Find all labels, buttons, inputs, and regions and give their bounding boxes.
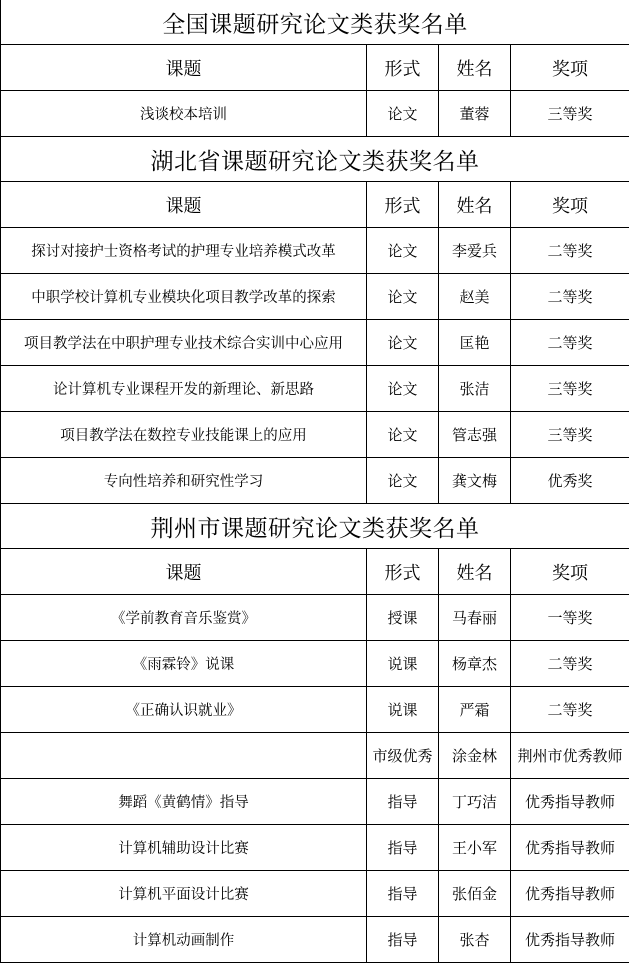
header-topic: 课题 (1, 45, 367, 91)
table-row (1, 412, 629, 458)
cell-award: 荆州市优秀教师 (511, 733, 629, 779)
cell-name: 匡艳 (439, 320, 511, 366)
cell-form: 指导 (367, 917, 439, 963)
cell-topic: 项目教学法在数控专业技能课上的应用 (1, 412, 367, 458)
table-row (1, 91, 629, 137)
cell-form: 说课 (367, 687, 439, 733)
header-name: 姓名 (439, 182, 511, 228)
table-row (1, 366, 629, 412)
cell-form: 论文 (367, 320, 439, 366)
cell-form: 论文 (367, 228, 439, 274)
cell-topic (1, 733, 367, 779)
cell-name: 李爱兵 (439, 228, 511, 274)
table-row (1, 320, 629, 366)
cell-topic: 探讨对接护士资格考试的护理专业培养模式改革 (1, 228, 367, 274)
table-row (1, 779, 629, 825)
header-award: 奖项 (511, 45, 629, 91)
cell-topic: 《学前教育音乐鉴赏》 (1, 595, 367, 641)
cell-award: 优秀指导教师 (511, 871, 629, 917)
cell-form: 说课 (367, 641, 439, 687)
table-row (1, 641, 629, 687)
cell-form: 授课 (367, 595, 439, 641)
table-row (1, 917, 629, 963)
cell-topic: 专向性培养和研究性学习 (1, 458, 367, 504)
section-title: 全国课题研究论文类获奖名单 (1, 0, 629, 45)
cell-topic: 计算机平面设计比赛 (1, 871, 367, 917)
cell-name: 严霜 (439, 687, 511, 733)
cell-award: 一等奖 (511, 595, 629, 641)
cell-name: 管志强 (439, 412, 511, 458)
cell-award: 三等奖 (511, 366, 629, 412)
cell-award: 二等奖 (511, 641, 629, 687)
table-header-row (1, 549, 629, 595)
table-row (1, 595, 629, 641)
cell-name: 丁巧洁 (439, 779, 511, 825)
section-title-row (1, 0, 629, 45)
cell-award: 二等奖 (511, 320, 629, 366)
table-header-row (1, 182, 629, 228)
cell-award: 优秀指导教师 (511, 779, 629, 825)
cell-name: 马春丽 (439, 595, 511, 641)
table-row (1, 733, 629, 779)
header-award: 奖项 (511, 549, 629, 595)
cell-name: 赵美 (439, 274, 511, 320)
cell-form: 论文 (367, 458, 439, 504)
cell-form: 论文 (367, 91, 439, 137)
table-row (1, 274, 629, 320)
cell-form: 指导 (367, 779, 439, 825)
cell-name: 董蓉 (439, 91, 511, 137)
table-row (1, 228, 629, 274)
cell-award: 二等奖 (511, 687, 629, 733)
header-name: 姓名 (439, 45, 511, 91)
table-row (1, 687, 629, 733)
cell-award: 三等奖 (511, 412, 629, 458)
cell-form: 论文 (367, 412, 439, 458)
cell-name: 张杏 (439, 917, 511, 963)
cell-topic: 浅谈校本培训 (1, 91, 367, 137)
cell-name: 张佰金 (439, 871, 511, 917)
header-topic: 课题 (1, 182, 367, 228)
header-form: 形式 (367, 182, 439, 228)
header-award: 奖项 (511, 182, 629, 228)
table-row (1, 458, 629, 504)
cell-form: 论文 (367, 274, 439, 320)
cell-topic: 计算机辅助设计比赛 (1, 825, 367, 871)
table-row (1, 825, 629, 871)
cell-form: 论文 (367, 366, 439, 412)
cell-award: 优秀奖 (511, 458, 629, 504)
cell-topic: 《雨霖铃》说课 (1, 641, 367, 687)
cell-name: 王小军 (439, 825, 511, 871)
cell-name: 涂金林 (439, 733, 511, 779)
cell-topic: 计算机动画制作 (1, 917, 367, 963)
cell-form: 指导 (367, 871, 439, 917)
cell-topic: 舞蹈《黄鹤情》指导 (1, 779, 367, 825)
section-title: 湖北省课题研究论文类获奖名单 (1, 137, 629, 182)
cell-name: 张洁 (439, 366, 511, 412)
cell-award: 优秀指导教师 (511, 917, 629, 963)
cell-topic: 论计算机专业课程开发的新理论、新思路 (1, 366, 367, 412)
cell-award: 二等奖 (511, 274, 629, 320)
section-title: 荆州市课题研究论文类获奖名单 (1, 504, 629, 549)
cell-topic: 项目教学法在中职护理专业技术综合实训中心应用 (1, 320, 367, 366)
cell-form: 市级优秀 (367, 733, 439, 779)
award-table-body (1, 0, 629, 963)
header-form: 形式 (367, 549, 439, 595)
cell-award: 三等奖 (511, 91, 629, 137)
header-topic: 课题 (1, 549, 367, 595)
header-form: 形式 (367, 45, 439, 91)
table-header-row (1, 45, 629, 91)
cell-topic: 中职学校计算机专业模块化项目教学改革的探索 (1, 274, 367, 320)
cell-form: 指导 (367, 825, 439, 871)
cell-award: 二等奖 (511, 228, 629, 274)
cell-name: 龚文梅 (439, 458, 511, 504)
section-title-row (1, 504, 629, 549)
header-name: 姓名 (439, 549, 511, 595)
cell-award: 优秀指导教师 (511, 825, 629, 871)
table-row (1, 871, 629, 917)
cell-topic: 《正确认识就业》 (1, 687, 367, 733)
cell-name: 杨章杰 (439, 641, 511, 687)
section-title-row (1, 137, 629, 182)
